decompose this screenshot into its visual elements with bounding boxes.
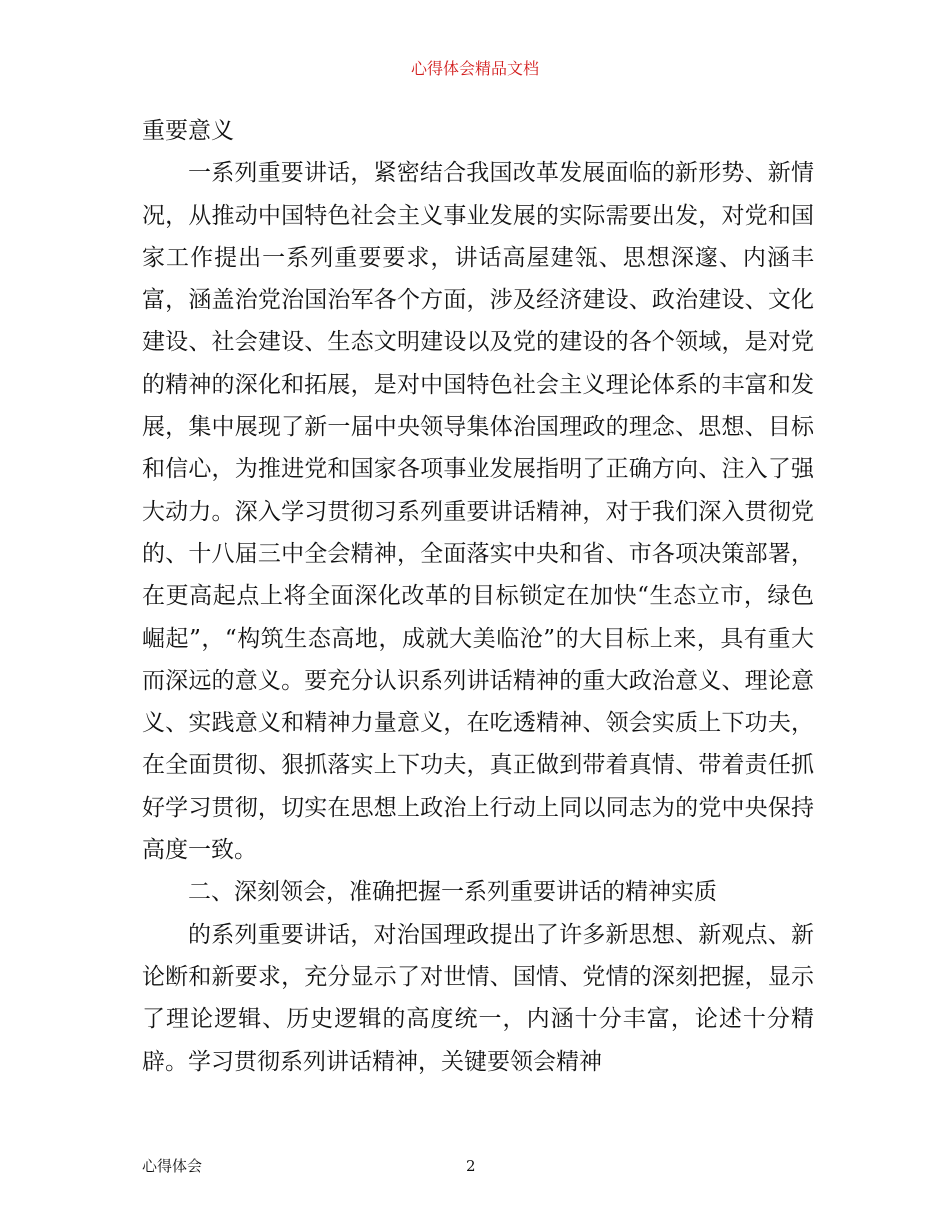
header-title: 心得体会精品文档: [410, 59, 539, 78]
footer-label: 心得体会: [142, 1157, 203, 1175]
document-body: [142, 110, 814, 1083]
section-heading-fragment: 重要意义: [142, 118, 234, 144]
body-paragraph: 一系列重要讲话，紧密结合我国改革发展面临的新形势、新情况，从推动中国特色社会主义事业发展的实际需要出发，对党和国家工作提出一系列重要要求，讲话高屋建瓴、思想深邃、内涵丰富，涵盖治党治国治军各个方面，涉及经济建设、政治建设、文化建设、社会建设、生态文明建设以及党的建设的各个领域，是对党的精神的深化和拓展，是对中国特色社会主义理论体系的丰富和发展，集中展现了新一届中央领导集体治国理政的理念、思想、目标和信心，为推进党和国家各项事业发展指明了正确方向、注入了强大动力。深入学习贯彻习系列重要讲话精神，对于我们深入贯彻党的、十八届三中全会精神，全面落实中央和省、市各项决策部署，在更高起点上将全面深化改革的目标锁定在加快“生态立市，绿色崛起”，“构筑生态高地，成就大美临沧”的大目标上来，具有重大而深远的意义。要充分认识系列讲话精神的重大政治意义、理论意义、实践意义和精神力量意义，在吃透精神、领会实质上下功夫，在全面贯彻、狠抓落实上下功夫，真正做到带着真情、带着责任抓好学习贯彻，切实在思想上政治上行动上同以同志为的党中央保持高度一致。: [142, 160, 814, 864]
page-number: 2: [466, 1157, 476, 1175]
section-heading: 二、深刻领会，准确把握一系列重要讲话的精神实质: [188, 879, 717, 906]
body-paragraph: 的系列重要讲话，对治国理政提出了许多新思想、新观点、新论断和新要求，充分显示了对世情、国情、党情的深刻把握，显示了理论逻辑、历史逻辑的高度统一，内涵十分丰富，论述十分精辟。学习贯彻系列讲话精神，关键要领会精神: [142, 921, 814, 1075]
